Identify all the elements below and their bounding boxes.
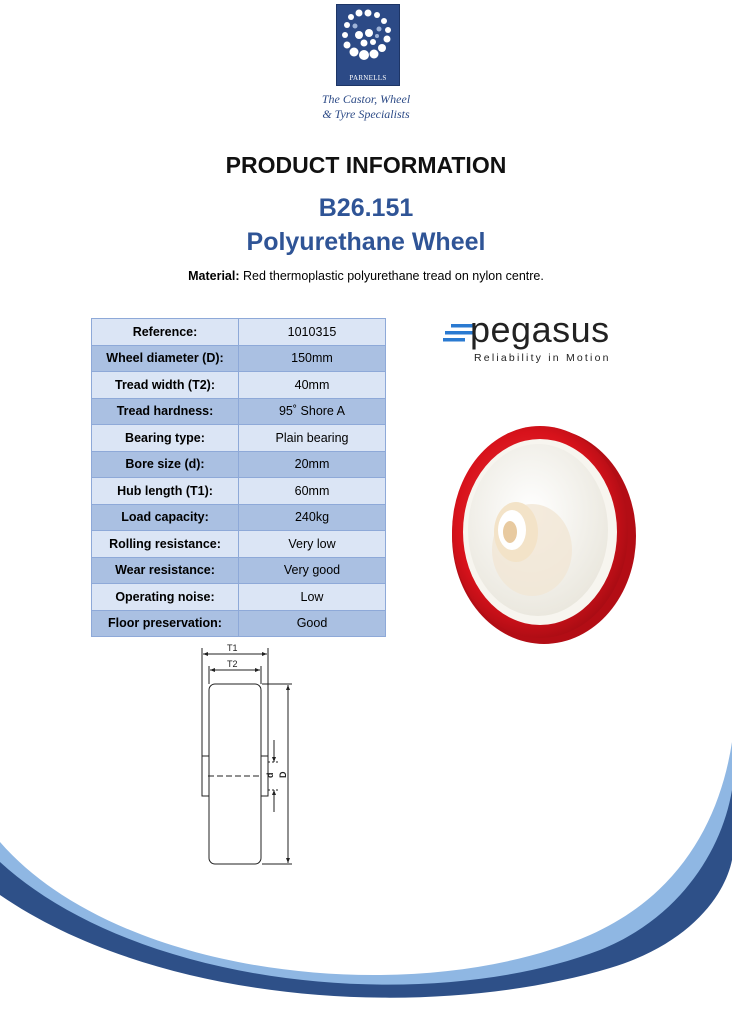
spec-value: 20mm [239,451,386,478]
brand-name: pegasus [470,309,610,350]
spec-value: 95˚ Shore A [239,398,386,425]
spec-value: Plain bearing [239,425,386,452]
table-row [92,425,386,452]
label-d-small: d [265,772,275,778]
spec-value: Low [239,584,386,611]
tagline-line-1: The Castor, Wheel [321,92,411,106]
table-row [92,584,386,611]
spec-value: 150mm [239,345,386,372]
table-row [92,531,386,558]
spec-key: Tread hardness: [92,398,239,425]
spec-value: 60mm [239,478,386,505]
table-row [92,372,386,399]
spec-value: Very low [239,531,386,558]
wheel-image [448,420,638,650]
spec-key: Tread width (T2): [92,372,239,399]
parnells-logo [336,4,400,86]
table-row [92,451,386,478]
spec-key: Wheel diameter (D): [92,345,239,372]
table-row [92,557,386,584]
table-row [92,478,386,505]
label-t2: T2 [227,659,238,669]
spec-table [91,318,386,637]
page-title: PRODUCT INFORMATION [225,152,507,178]
logo-circles-icon [337,5,399,71]
product-code: B26.151 [318,194,414,222]
spec-key: Floor preservation: [92,610,239,637]
spec-key: Bearing type: [92,425,239,452]
logo-text: PARNELLS [349,74,387,82]
table-row [92,319,386,346]
spec-value: 240kg [239,504,386,531]
spec-value: 40mm [239,372,386,399]
table-row [92,345,386,372]
dimension-drawing [180,640,310,875]
label-t1: T1 [227,643,238,653]
table-row [92,398,386,425]
material-line [0,269,732,283]
spec-value: Good [239,610,386,637]
table-row [92,610,386,637]
product-name: Polyurethane Wheel [246,228,486,256]
spec-value: Very good [239,557,386,584]
brand-tagline: Reliability in Motion [474,352,611,364]
company-tagline [300,92,432,122]
material-text: Red thermoplastic polyurethane tread on nylon centre. [239,269,544,283]
label-d-big: D [278,771,288,778]
tagline-line-2: & Tyre Specialists [322,107,410,121]
spec-key: Operating noise: [92,584,239,611]
pegasus-logo [440,310,630,370]
spec-key: Load capacity: [92,504,239,531]
table-row [92,504,386,531]
spec-key: Rolling resistance: [92,531,239,558]
spec-key: Hub length (T1): [92,478,239,505]
material-label: Material: [188,269,240,283]
spec-key: Reference: [92,319,239,346]
spec-key: Bore size (d): [92,451,239,478]
spec-key: Wear resistance: [92,557,239,584]
spec-value: 1010315 [239,319,386,346]
